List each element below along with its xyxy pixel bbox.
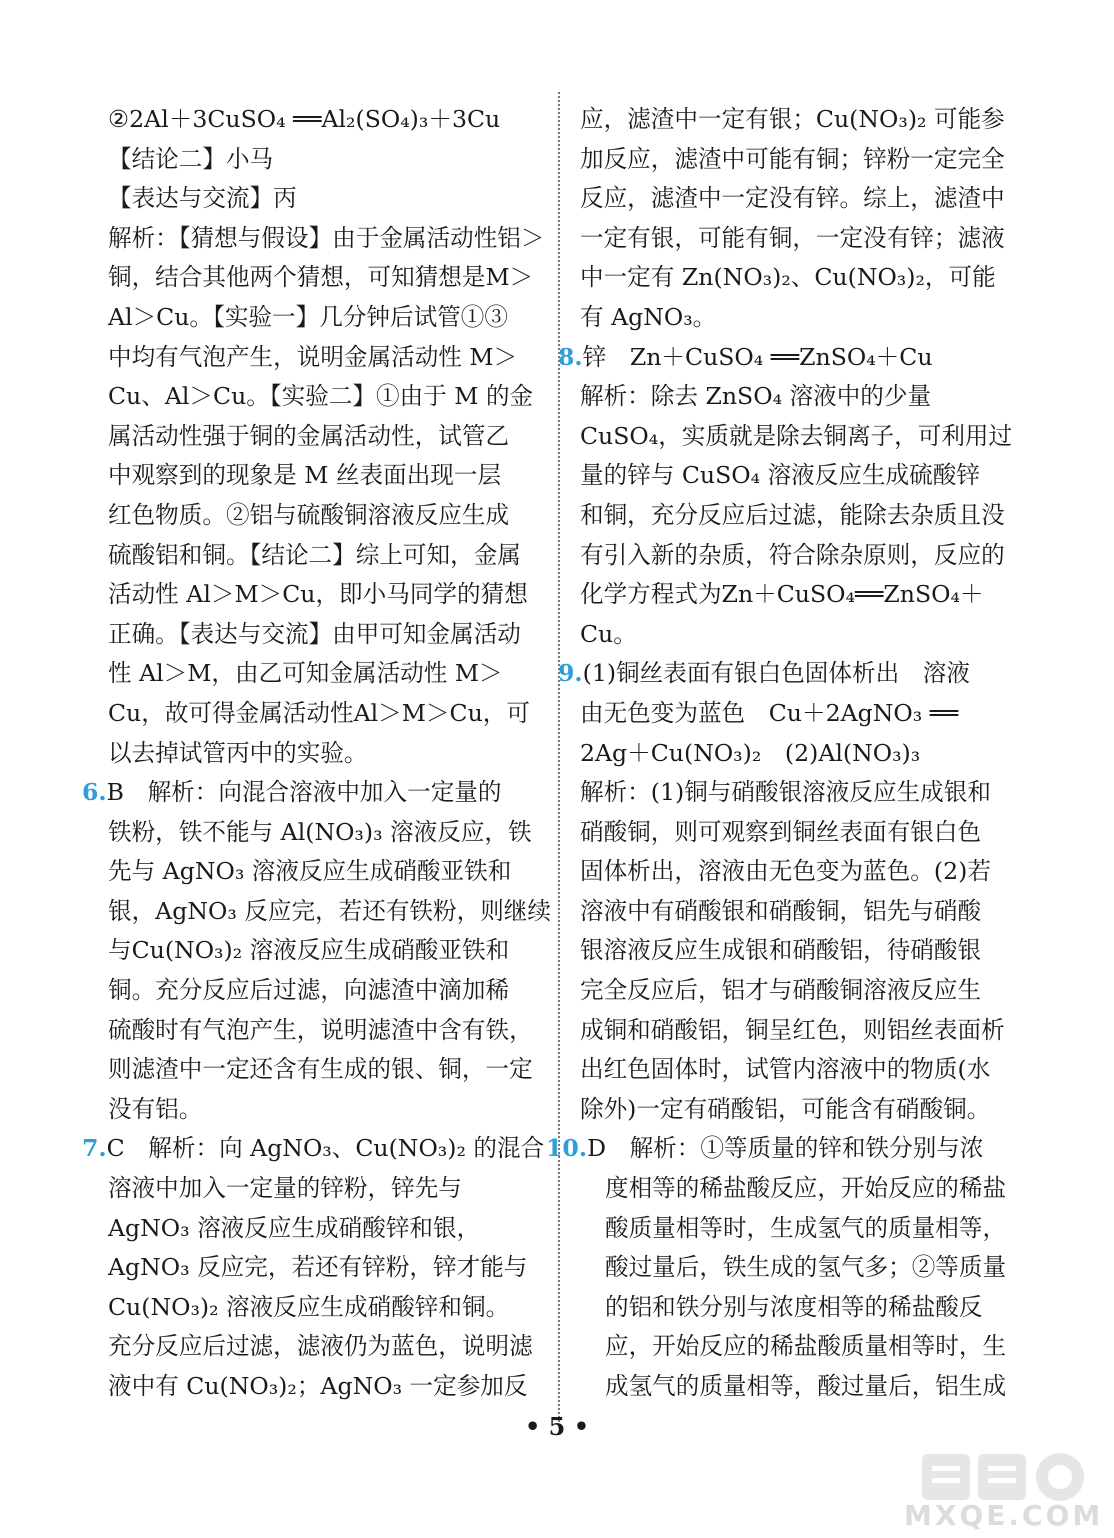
line-text: 完全反应后，铝才与硝酸铜溶液反应生 [580, 976, 982, 1005]
text-line [108, 377, 540, 417]
line-text: 液中有 Cu(NO₃)₂；AgNO₃ 一定参加反 [108, 1372, 528, 1400]
text-line [108, 496, 540, 536]
line-text: 红色物质。②铝与硫酸铜溶液反应生成 [108, 500, 510, 529]
text-line [108, 1248, 540, 1288]
text-line [580, 536, 1028, 576]
text-line [546, 1129, 1028, 1169]
text-line [108, 140, 540, 180]
text-line [108, 1169, 540, 1209]
line-text: 银溶液反应生成银和硝酸铝，待硝酸银 [580, 936, 982, 965]
line-text: 加反应，滤渣中可能有铜；锌粉一定完全 [580, 144, 1005, 173]
text-line [580, 971, 1028, 1011]
question-number: 8. [558, 342, 583, 371]
line-text: 量的锌与 CuSO₄ 溶液反应生成硫酸锌 [580, 461, 980, 490]
line-text: 铜，结合其他两个猜想，可知猜想是M＞ [108, 263, 534, 292]
line-text: B 解析：向混合溶液中加入一定量的 [106, 778, 502, 807]
text-line [580, 417, 1028, 457]
line-text: 硫酸铝和铜。【结论二】综上可知，金属 [108, 540, 521, 569]
line-text: 性 Al＞M，由乙可知金属活动性 M＞ [108, 659, 503, 688]
line-text: 中均有气泡产生，说明金属活动性 M＞ [108, 342, 518, 371]
text-line [558, 338, 1028, 378]
text-line [580, 100, 1028, 140]
text-line [108, 1050, 540, 1090]
line-text: 解析：除去 ZnSO₄ 溶液中的少量 [580, 382, 932, 411]
left-column [82, 100, 551, 1407]
text-line [108, 892, 551, 932]
text-line [108, 1367, 540, 1407]
line-text: 【结论二】小马 [108, 144, 274, 173]
text-line [580, 258, 1028, 298]
line-text: 解析：(1)铜与硝酸银溶液反应生成银和 [580, 778, 991, 807]
text-line [108, 734, 540, 774]
line-text: 反应，滤渣中一定没有锌。综上，滤渣中 [580, 184, 1005, 213]
question-number: 7. [82, 1134, 107, 1163]
text-line [580, 298, 1028, 338]
line-text: 成氢气的质量相等，酸过量后，铝生成 [605, 1372, 1007, 1400]
line-text: 银，AgNO₃ 反应完，若还有铁粉，则继续 [108, 896, 551, 925]
line-text: 中观察到的现象是 M 丝表面出现一层 [108, 461, 502, 490]
text-line [108, 1288, 540, 1328]
text-line [108, 456, 540, 496]
text-line [580, 1050, 1028, 1090]
line-text: 固体析出，溶液由无色变为蓝色。(2)若 [580, 857, 991, 886]
text-line [580, 813, 1028, 853]
line-text: Cu(NO₃)₂ 溶液反应生成硝酸锌和铜。 [108, 1292, 510, 1321]
line-text: 铁粉，铁不能与 Al(NO₃)₃ 溶液反应，铁 [108, 817, 532, 846]
column-divider [558, 92, 560, 1422]
text-line [108, 813, 540, 853]
text-line [580, 1288, 1028, 1328]
line-text: 酸过量后，铁生成的氢气多；②等质量 [605, 1253, 1007, 1282]
page-number: • 5 • [524, 1412, 590, 1441]
line-text: 则滤渣中一定还含有生成的银、铜，一定 [108, 1055, 533, 1084]
text-line [108, 615, 540, 655]
line-text: 2Ag＋Cu(NO₃)₂ (2)Al(NO₃)₃ [580, 738, 921, 767]
line-text: 溶液中有硝酸银和硝酸铜，铝先与硝酸 [580, 896, 982, 925]
line-text: 溶液中加入一定量的锌粉，锌先与 [108, 1174, 462, 1203]
watermark [904, 1448, 1104, 1534]
text-line [580, 456, 1028, 496]
text-line [580, 1327, 1028, 1367]
line-text: 化学方程式为Zn＋CuSO₄══ZnSO₄＋ [580, 580, 984, 609]
text-line [580, 734, 1028, 774]
text-line [108, 575, 540, 615]
line-text: 有引入新的杂质，符合除杂原则，反应的 [580, 540, 1005, 569]
line-text: 充分反应后过滤，滤液仍为蓝色，说明滤 [108, 1332, 533, 1361]
line-text: AgNO₃ 反应完，若还有锌粉，锌才能与 [108, 1253, 528, 1282]
line-text: Al＞Cu。【实验一】几分钟后试管①③ [108, 302, 508, 331]
line-text: 锌 Zn＋CuSO₄ ══ZnSO₄＋Cu [582, 342, 933, 371]
line-text: AgNO₃ 溶液反应生成硝酸锌和银， [108, 1213, 481, 1242]
right-column [546, 100, 1028, 1407]
line-text: 铜。充分反应后过滤，向滤渣中滴加稀 [108, 976, 510, 1005]
watermark-url: MXQE.COM [904, 1499, 1104, 1532]
line-text: 成铜和硝酸铝，铜呈红色，则铝丝表面析 [580, 1015, 1005, 1044]
text-line [108, 298, 540, 338]
text-line [580, 615, 1028, 655]
text-line [108, 417, 540, 457]
line-text: D 解析：①等质量的锌和铁分别与浓 [587, 1134, 984, 1163]
line-text: 【表达与交流】丙 [108, 184, 297, 213]
line-text: 由无色变为蓝色 Cu＋2AgNO₃ ══ [580, 698, 959, 727]
text-line [108, 100, 540, 140]
line-text: 和铜，充分反应后过滤，能除去杂质且没 [580, 500, 1005, 529]
text-line [108, 338, 540, 378]
text-line [108, 179, 540, 219]
line-text: 应，滤渣中一定有银；Cu(NO₃)₂ 可能参 [580, 105, 1005, 133]
text-line [580, 1367, 1028, 1407]
line-text: 出红色固体时，试管内溶液中的物质(水 [580, 1055, 991, 1084]
line-text: 活动性 Al＞M＞Cu，即小马同学的猜想 [108, 580, 528, 609]
line-text: (1)铜丝表面有银白色固体析出 溶液 [582, 659, 970, 688]
line-text: 中一定有 Zn(NO₃)₂、Cu(NO₃)₂，可能 [580, 263, 996, 292]
text-line [82, 773, 540, 813]
text-line [580, 931, 1028, 971]
line-text: 没有铝。 [108, 1094, 203, 1123]
text-line [108, 694, 540, 734]
text-line [580, 575, 1028, 615]
line-text: Cu，故可得金属活动性Al＞M＞Cu，可 [108, 698, 530, 727]
text-line [108, 852, 540, 892]
line-text: 解析：【猜想与假设】由于金属活动性铝＞ [108, 223, 545, 252]
text-line [580, 140, 1028, 180]
text-line [108, 1011, 540, 1051]
text-line [580, 496, 1028, 536]
text-line [108, 536, 540, 576]
line-text: 有 AgNO₃。 [580, 302, 717, 331]
text-line [108, 971, 540, 1011]
line-text: 酸质量相等时，生成氢气的质量相等， [605, 1213, 1007, 1242]
text-line [580, 1090, 1028, 1130]
text-line [108, 1327, 540, 1367]
question-number: 6. [82, 778, 107, 807]
line-text: 硝酸铜，则可观察到铜丝表面有银白色 [580, 817, 982, 846]
text-line [580, 1209, 1028, 1249]
line-text: 的铝和铁分别与浓度相等的稀盐酸反 [605, 1292, 983, 1321]
line-text: 以去掉试管丙中的实验。 [108, 738, 368, 767]
line-text: Cu、Al＞Cu。【实验二】①由于 M 的金 [108, 382, 534, 411]
text-line [108, 1209, 540, 1249]
text-line [108, 931, 540, 971]
line-text: 度相等的稀盐酸反应，开始反应的稀盐 [605, 1174, 1007, 1203]
line-text: 除外)一定有硝酸铝，可能含有硝酸铜。 [580, 1094, 991, 1123]
text-line [580, 1011, 1028, 1051]
line-text: 属活动性强于铜的金属活动性，试管乙 [108, 421, 510, 450]
text-line [580, 179, 1028, 219]
text-line [108, 219, 545, 259]
line-text: C 解析：向 AgNO₃、Cu(NO₃)₂ 的混合 [106, 1134, 545, 1163]
text-line [580, 1169, 1028, 1209]
line-text: 正确。【表达与交流】由甲可知金属活动 [108, 619, 521, 648]
line-text: 硫酸时有气泡产生，说明滤渣中含有铁， [108, 1015, 533, 1044]
text-line [108, 654, 540, 694]
text-line [82, 1129, 545, 1169]
text-line [580, 773, 1028, 813]
text-line [580, 694, 1028, 734]
line-text: 一定有银，可能有铜，一定没有锌；滤液 [580, 223, 1005, 252]
text-line [580, 1248, 1028, 1288]
text-line [580, 892, 1028, 932]
line-text: 应，开始反应的稀盐酸质量相等时，生 [605, 1332, 1007, 1361]
text-line [580, 219, 1028, 259]
text-line [108, 258, 540, 298]
question-number: 10. [546, 1134, 588, 1163]
question-number: 9. [558, 659, 583, 688]
text-line [108, 1090, 540, 1130]
line-text: 先与 AgNO₃ 溶液反应生成硝酸亚铁和 [108, 857, 512, 886]
text-line [580, 377, 1028, 417]
text-line [558, 654, 1028, 694]
text-line [580, 852, 1028, 892]
line-text: ②2Al＋3CuSO₄ ══Al₂(SO₄)₃＋3Cu [108, 105, 501, 133]
line-text: 与Cu(NO₃)₂ 溶液反应生成硝酸亚铁和 [108, 936, 510, 965]
line-text: CuSO₄，实质就是除去铜离子，可利用过 [580, 421, 1013, 450]
line-text: Cu。 [580, 619, 637, 648]
